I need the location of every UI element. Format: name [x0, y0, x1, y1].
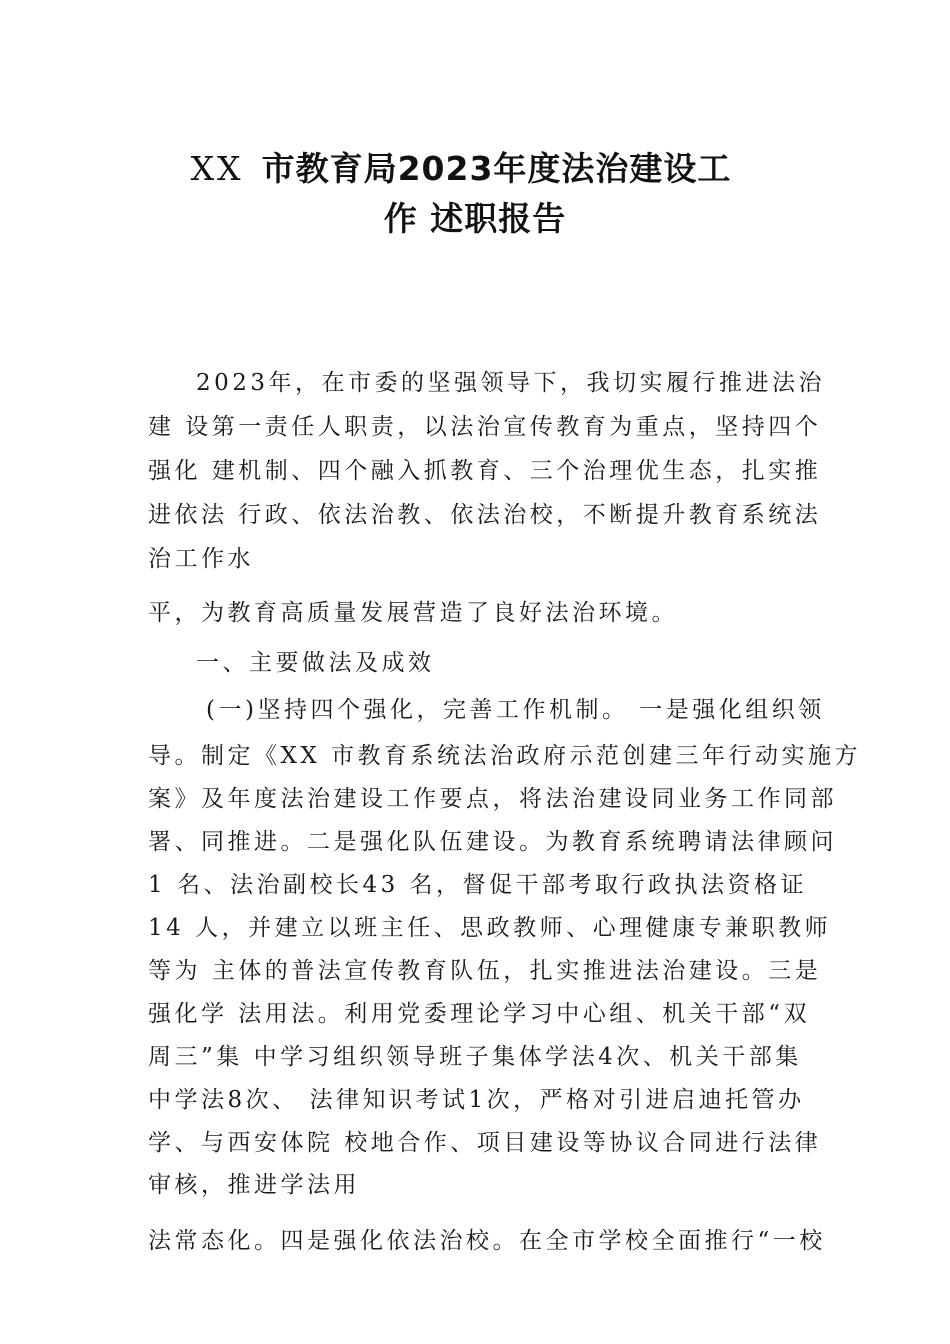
body-line: 14 人，并建立以班主任、思政教师、心理健康专兼职教师 — [148, 915, 832, 941]
body-line: 导。制定《XX 市教育系统法治政府示范创建三年行动实施方 — [148, 743, 862, 769]
body-line: 审核，推进学法用 — [148, 1172, 360, 1198]
section-heading: 一、主要做法及成效 — [196, 650, 435, 676]
title-prefix: XX — [190, 149, 244, 188]
body-line: 强化 建机制、四个融入抓教育、三个治理优生态，扎实推 — [148, 458, 822, 484]
body-line: 强化学 法用法。利用党委理论学习中心组、机关干部“双 — [148, 1001, 811, 1027]
body-line: 等为 主体的普法宣传教育队伍，扎实推进法治建设。三是 — [148, 958, 822, 984]
body-line: 署、同推进。二是强化队伍建设。为教育系统聘请法律顾问 — [148, 829, 837, 855]
document-title-line-1 — [0, 143, 936, 190]
body-line: 平，为教育高质量发展营造了良好法治环境。 — [148, 600, 678, 626]
body-line: 建 设第一责任人职责，以法治宣传教育为重点，坚持四个 — [148, 414, 822, 440]
document-title-line-2: 作 述职报告 — [383, 199, 567, 238]
body-line: 治工作水 — [148, 546, 254, 572]
title-text-1: 市教育局2023年度法治建设工 — [261, 149, 732, 188]
body-line: 2023年，在市委的坚强领导下，我切实履行推进法治 — [196, 370, 826, 396]
body-line: 中学法8次、 法律知识考试1次，严格对引进启迪托管办 — [148, 1087, 805, 1113]
body-line: 法常态化。四是强化依法治校。在全市学校全面推行“一校 — [148, 1228, 826, 1254]
body-line: 案》及年度法治建设工作要点，将法治建设同业务工作同部 — [148, 786, 837, 812]
body-line: 1 名、法治副校长43 名，督促干部考取行政执法资格证 — [148, 872, 808, 898]
body-line: 学、与西安体院 校地合作、项目建设等协议合同进行法律 — [148, 1130, 822, 1156]
body-line: 周三”集 中学习组织领导班子集体学法4次、机关干部集 — [148, 1044, 802, 1070]
body-line: 进依法 行政、依法治教、依法治校，不断提升教育系统法 — [148, 502, 822, 528]
body-line: (一)坚持四个强化，完善工作机制。 一是强化组织领 — [206, 697, 825, 723]
